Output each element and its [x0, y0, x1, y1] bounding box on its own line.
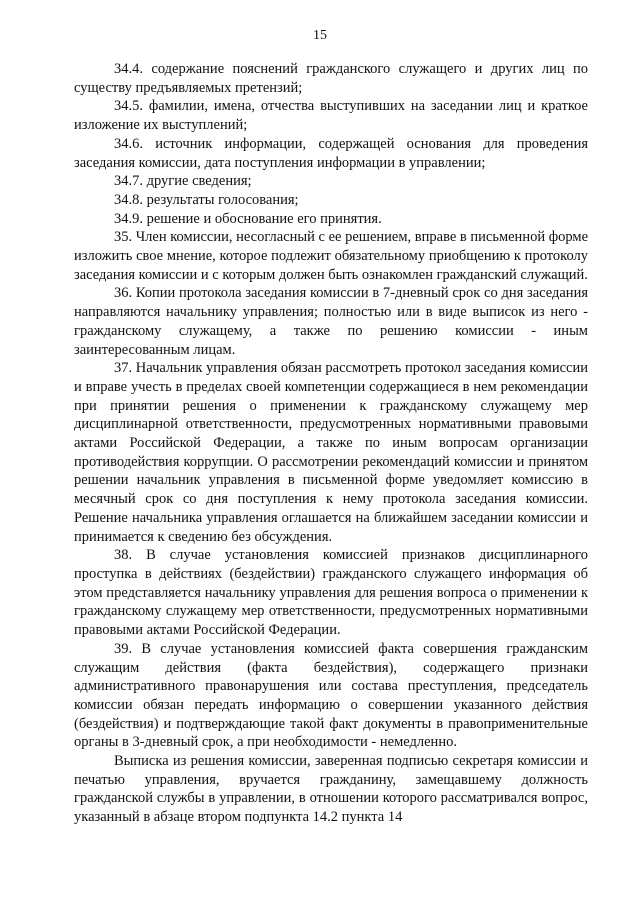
paragraph-39: 39. В случае установления комиссией факта совершения гражданским служащим действия (факта бездействия), содержащего признаки административного правонарушения или состава преступления, председатель комиссии обязан передать информацию о совершении указанного действия (бездействия) и подтверждающие такой факт документы в правоприменительные органы в 3-дневный срок, а при необходимости - немедленно.	[74, 640, 588, 751]
paragraph-38: 38. В случае установления комиссией признаков дисциплинарного проступка в действиях (бездействии) гражданского служащего информация об этом представляется начальнику управления для решения вопроса о применении к гражданскому служащему мер ответственности, предусмотренных нормативными правовыми актами Российской Федерации.	[74, 547, 588, 639]
paragraph-34-7: 34.7. другие сведения;	[114, 173, 252, 190]
paragraph-37: 37. Начальник управления обязан рассмотреть протокол заседания комиссии и вправе учесть в пределах своей компетенции содержащиеся в нем рекомендации при принятии решения о применении к гражданскому служащему мер дисциплинарной ответственности, предусмотренных нормативными правовыми актами Российской Федерации, а также по иным вопросам организации противодействия коррупции. О рассмотрении рекомендаций комиссии и принятом решении начальник управления в письменной форме уведомляет комиссию в месячный срок со дня поступления к нему протокола заседания комиссии. Решение начальника управления оглашается на ближайшем заседании комиссии и принимается к сведению без обсуждения.	[74, 360, 588, 545]
paragraph-34-9: 34.9. решение и обоснование его принятия.	[114, 210, 382, 227]
paragraph-34-6: 34.6. источник информации, содержащей основания для проведения заседания комиссии, дата поступления информации в управлении;	[74, 135, 588, 171]
page-number: 15	[313, 28, 327, 43]
paragraph-34-8: 34.8. результаты голосования;	[114, 191, 299, 208]
paragraph-extract: Выписка из решения комиссии, заверенная подписью секретаря комиссии и печатью управления, вручается гражданину, замещавшему должность гражданской службы в управлении, в отношении которого рассматривался вопрос, указанный в абзаце втором подпункта 14.2 пункта 14	[74, 753, 588, 826]
document-body	[74, 60, 588, 827]
paragraph-36: 36. Копии протокола заседания комиссии в 7-дневный срок со дня заседания направляются начальнику управления; полностью или в виде выписок из него - гражданскому служащему, а также по решению комиссии - иным заинтересованным лицам.	[74, 285, 588, 358]
paragraph-35: 35. Член комиссии, несогласный с ее решением, вправе в письменной форме изложить свое мнение, которое подлежит обязательному приобщению к протоколу заседания комиссии и с которым должен быть ознакомлен гражданский служащий.	[74, 229, 588, 283]
paragraph-34-4: 34.4. содержание пояснений гражданского служащего и других лиц по существу предъявляемых претензий;	[74, 61, 588, 96]
paragraph-34-5: 34.5. фамилии, имена, отчества выступивших на заседании лиц и краткое изложение их выступлений;	[74, 98, 588, 134]
